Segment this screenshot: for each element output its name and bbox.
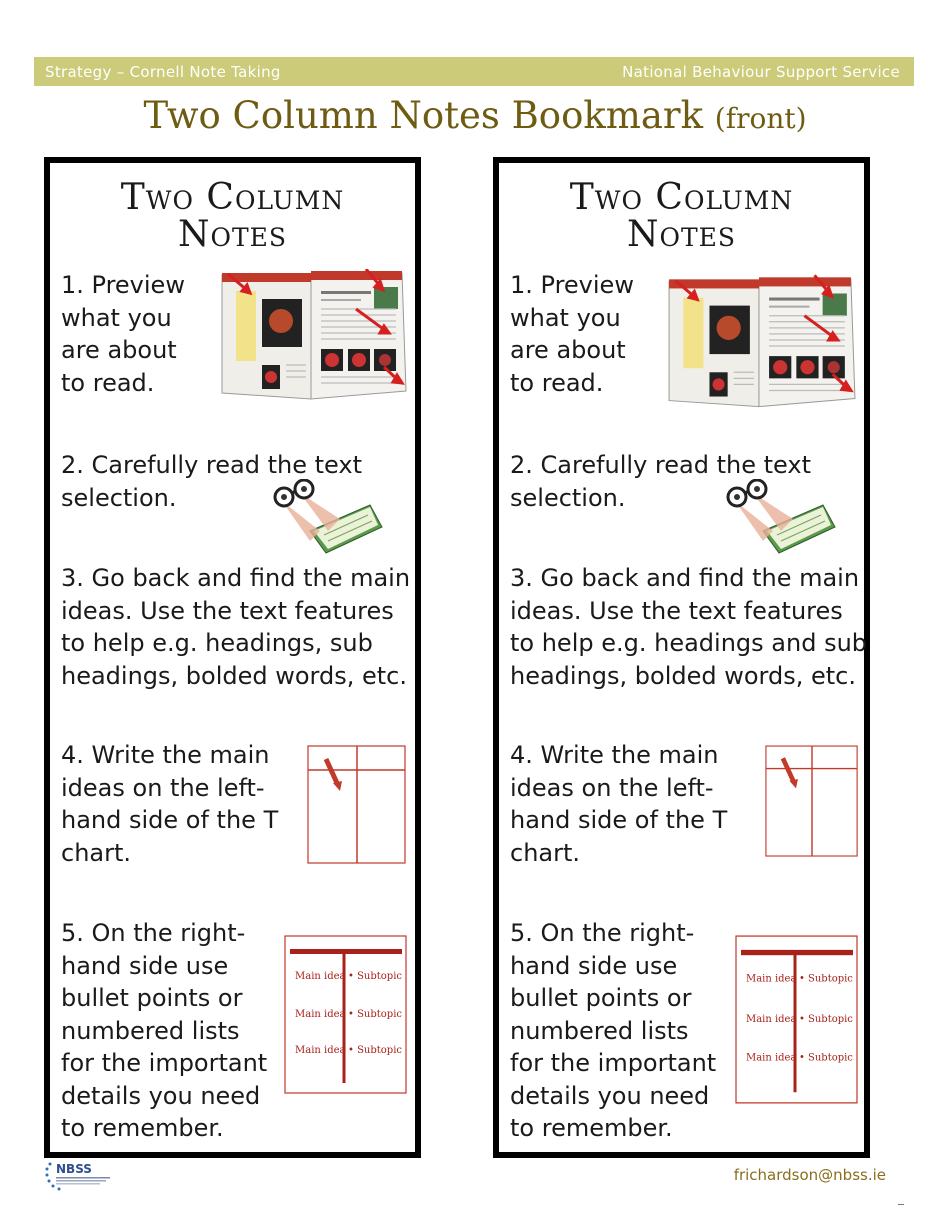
step-preview: 1. Preview what you are about to read.: [510, 271, 634, 397]
header-organisation: National Behaviour Support Service: [622, 62, 900, 81]
t-chart-icon: [765, 745, 859, 858]
header-strategy: Strategy – Cornell Note Taking: [45, 62, 281, 81]
open-book-icon: [216, 269, 411, 405]
svg-text:• Subtopic: • Subtopic: [799, 1051, 853, 1064]
svg-text:Main idea: Main idea: [746, 972, 797, 985]
svg-text:• Subtopic: • Subtopic: [348, 971, 403, 982]
filled-t-chart-icon: [284, 935, 408, 1095]
step-preview: 1. Preview what you are about to read.: [61, 271, 185, 397]
step-left-side: 4. Write the main ideas on the left- hand side of the T chart.: [61, 741, 279, 867]
header-bar: [34, 57, 914, 86]
step-read: 2. Carefully read the text selection.: [510, 451, 811, 512]
svg-text:Main idea: Main idea: [295, 971, 346, 982]
filled-t-chart-icon: [735, 935, 859, 1105]
open-book-icon: [663, 273, 860, 415]
svg-text:Main idea: Main idea: [295, 1009, 346, 1020]
step-right-side: 5. On the right- hand side use bullet points or numbered lists for the important details you need to remember.: [61, 919, 268, 1142]
svg-text:• Subtopic: • Subtopic: [799, 1012, 853, 1026]
svg-text:Main idea: Main idea: [746, 1051, 797, 1064]
reading-glasses-icon: [270, 479, 385, 555]
svg-text:Main idea: Main idea: [746, 1012, 797, 1026]
nbss-logo: [44, 1158, 114, 1192]
bookmark-right: [493, 157, 870, 1158]
page-title-sub: (front): [714, 102, 807, 135]
svg-text:Main idea: Main idea: [295, 1045, 346, 1056]
bookmark-left: [44, 157, 421, 1158]
svg-text:• Subtopic: • Subtopic: [799, 972, 853, 985]
svg-text:• Subtopic: • Subtopic: [348, 1009, 403, 1020]
step-read: 2. Carefully read the text selection.: [61, 451, 362, 512]
svg-text:NBSS: NBSS: [56, 1162, 92, 1176]
step-left-side: 4. Write the main ideas on the left- hand side of the T chart.: [510, 741, 728, 867]
svg-text:• Subtopic: • Subtopic: [348, 1045, 403, 1056]
step-main-ideas: 3. Go back and find the main ideas. Use the text features to help e.g. headings, sub headings, bolded words, etc.: [61, 564, 411, 690]
bookmark-title: Two Column Notes: [120, 177, 345, 255]
t-chart-icon: [307, 745, 407, 865]
step-main-ideas: 3. Go back and find the main ideas. Use the text features to help e.g. headings and sub headings, bolded words, etc.: [510, 564, 868, 690]
page-title: [0, 94, 950, 141]
page-mark: [898, 1204, 904, 1205]
footer-email: frichardson@nbss.ie: [733, 1166, 886, 1184]
bookmark-title: Two Column Notes: [569, 177, 794, 255]
page-title-main: Two Column Notes Bookmark: [143, 94, 704, 137]
reading-glasses-icon: [723, 479, 838, 555]
step-right-side: 5. On the right- hand side use bullet points or numbered lists for the important details you need to remember.: [510, 919, 717, 1142]
